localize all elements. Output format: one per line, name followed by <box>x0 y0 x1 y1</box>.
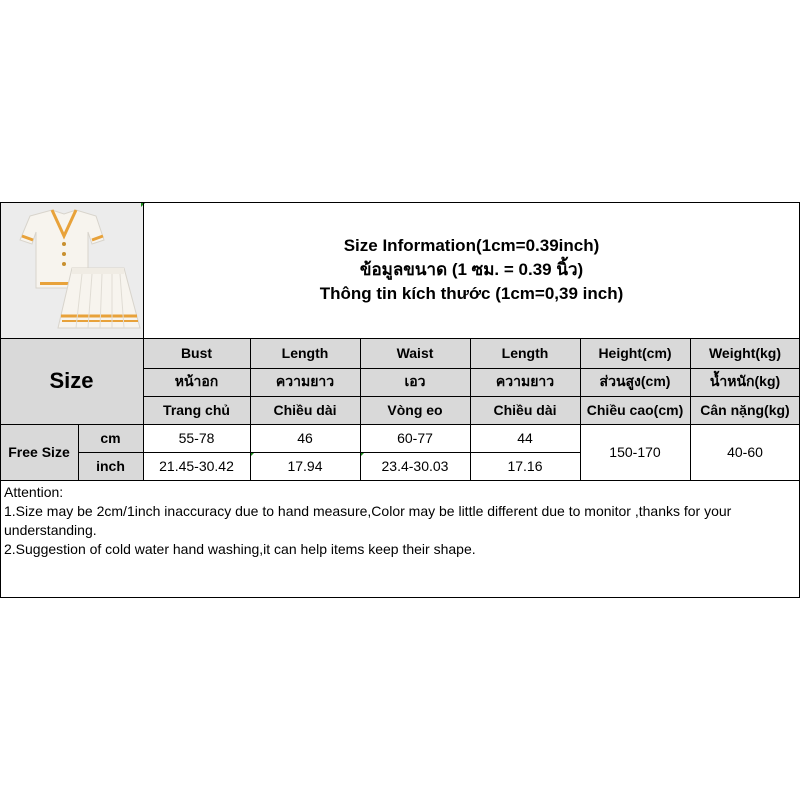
inch-waist: 23.4-30.03 <box>381 458 449 474</box>
col-length-en: Length <box>281 345 329 361</box>
size-header: Size <box>0 338 143 424</box>
col-length2-th: ความยาว <box>495 373 555 389</box>
unit-cm: cm <box>78 424 143 452</box>
hline-header <box>0 338 800 339</box>
attention-line-1b: understanding. <box>4 522 97 538</box>
border-left <box>0 202 1 598</box>
vline-image <box>143 202 144 480</box>
hline-th <box>143 396 800 397</box>
col-bust-vi: Trang chủ <box>163 402 230 418</box>
col-weight-en: Weight(kg) <box>708 345 782 361</box>
col-height-th: ส่วนสูง(cm) <box>599 373 671 389</box>
hline-vi <box>0 424 800 425</box>
col-height-en: Height(cm) <box>598 345 672 361</box>
col-length2-en: Length <box>501 345 549 361</box>
title-english: Size Information(1cm=0.39inch) <box>343 236 600 255</box>
col-length-vi: Chiều dài <box>273 402 337 418</box>
col-length-th: ความยาว <box>275 373 335 389</box>
hline-inch <box>0 480 800 481</box>
inch-bust: 21.45-30.42 <box>159 458 234 474</box>
col-bust-en: Bust <box>180 345 213 361</box>
cm-length2: 44 <box>517 430 533 446</box>
title-vietnamese: Thông tin kích thước (1cm=0,39 inch) <box>319 284 624 303</box>
cm-length: 46 <box>297 430 313 446</box>
inch-length: 17.94 <box>287 458 323 474</box>
border-top <box>0 202 800 203</box>
col-weight-vi: Cân nặng(kg) <box>700 402 790 418</box>
cm-bust: 55-78 <box>178 430 215 446</box>
vline-c3 <box>470 338 471 480</box>
product-thumbnail-panel <box>0 202 143 338</box>
col-waist-en: Waist <box>396 345 434 361</box>
knit-top-skirt-set-icon <box>0 202 143 338</box>
inch-length2: 17.16 <box>507 458 543 474</box>
vline-c1 <box>250 338 251 480</box>
col-waist-th: เอว <box>404 373 426 389</box>
col-weight-th: น้ำหนัก(kg) <box>709 373 781 389</box>
vline-c5 <box>690 338 691 480</box>
row-label-free-size: Free Size <box>0 424 78 480</box>
size-chart <box>0 202 800 598</box>
hline-en <box>143 368 800 369</box>
attention-heading: Attention: <box>4 484 64 500</box>
hline-cm <box>78 452 580 453</box>
title-block <box>143 202 800 338</box>
height-value: 150-170 <box>609 444 661 460</box>
border-bottom <box>0 597 800 598</box>
col-waist-vi: Vòng eo <box>387 402 443 418</box>
vline-c2 <box>360 338 361 480</box>
col-length2-vi: Chiều dài <box>493 402 557 418</box>
col-height-vi: Chiều cao(cm) <box>586 402 684 418</box>
attention-line-1: 1.Size may be 2cm/1inch inaccuracy due to hand measure,Color may be little different due to monitor ,thanks for your <box>4 503 732 519</box>
cm-waist: 60-77 <box>397 430 433 446</box>
vline-c4 <box>580 338 581 480</box>
weight-value: 40-60 <box>727 444 763 460</box>
col-bust-th: หน้าอก <box>174 373 219 389</box>
attention-line-2: 2.Suggestion of cold water hand washing,it can help items keep their shape. <box>4 541 476 557</box>
unit-inch: inch <box>78 452 143 480</box>
title-thai: ข้อมูลขนาด (1 ซม. = 0.39 นิ้ว) <box>359 260 584 279</box>
vline-unit <box>78 424 79 480</box>
